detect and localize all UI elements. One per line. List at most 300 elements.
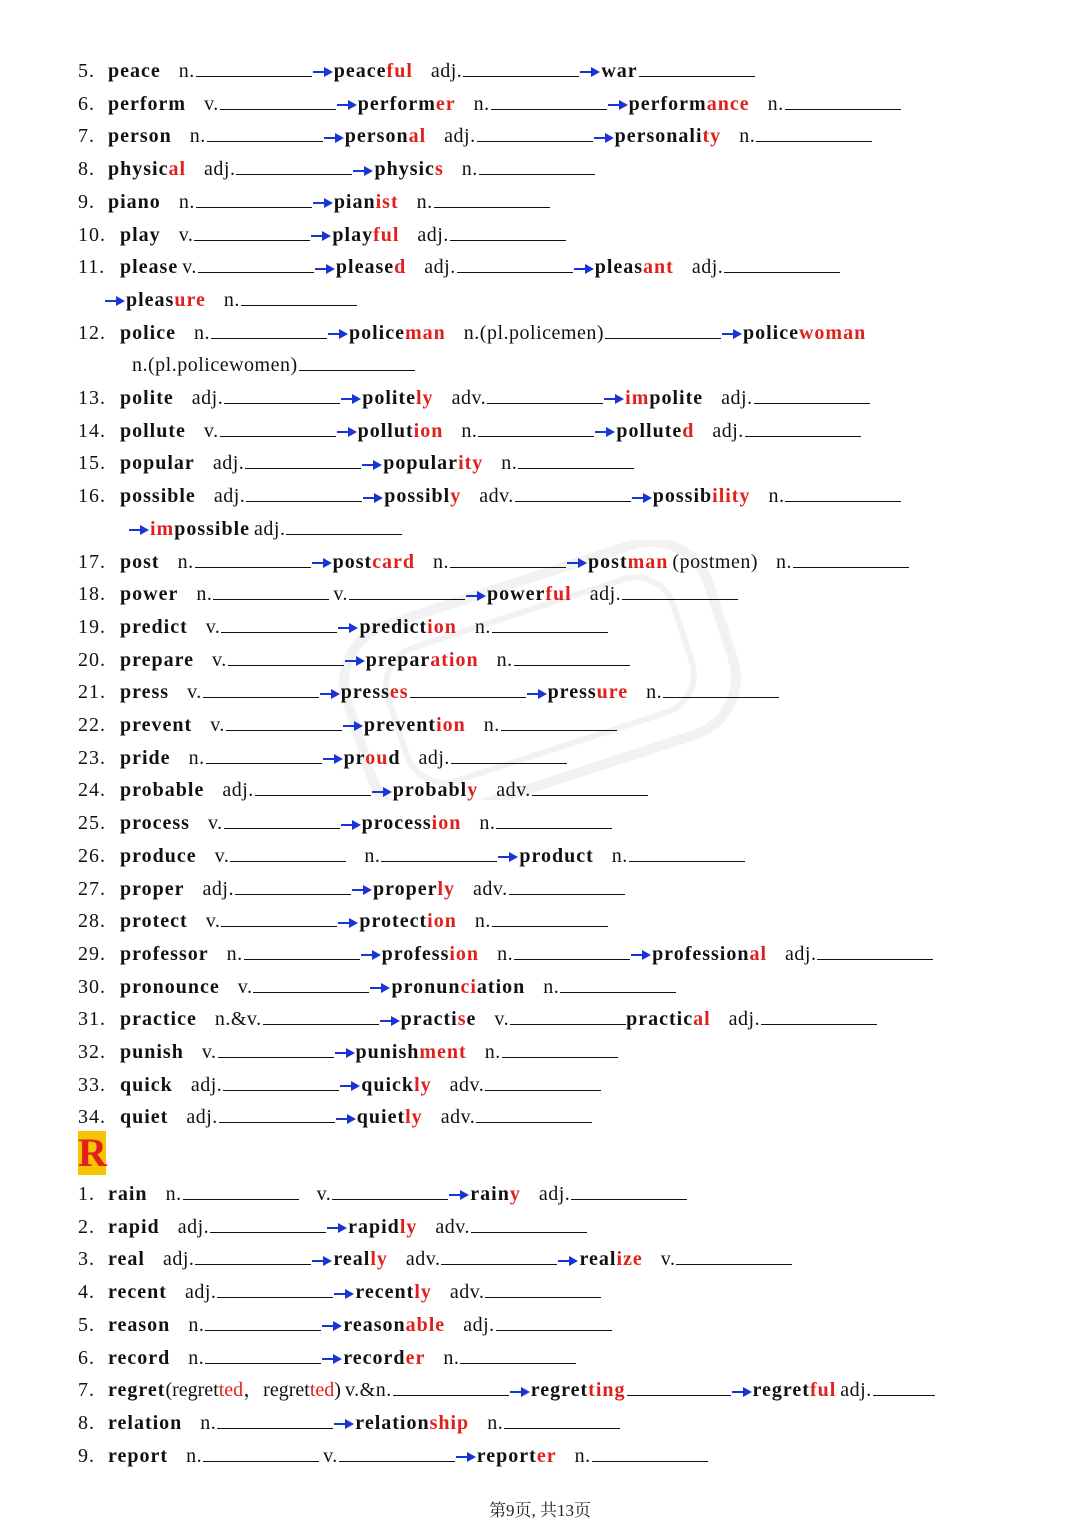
answer-blank[interactable] [381, 843, 497, 862]
word-stem: post [588, 550, 628, 573]
word-suffix: ity [458, 452, 484, 475]
word-stem: physic [374, 158, 435, 181]
answer-blank[interactable] [471, 1214, 587, 1233]
word-stem: recent [108, 1281, 167, 1304]
answer-blank[interactable] [496, 1312, 612, 1331]
answer-blank[interactable] [286, 516, 402, 535]
word-suffix: man [627, 550, 669, 573]
vocab-row [78, 89, 901, 119]
past-form-note: (regret [165, 1379, 219, 1402]
answer-blank[interactable] [510, 1006, 626, 1025]
answer-blank[interactable] [219, 1104, 335, 1123]
answer-blank[interactable] [349, 581, 465, 600]
answer-blank[interactable] [502, 1039, 618, 1058]
part-of-speech: adv. [449, 1281, 485, 1304]
answer-blank[interactable] [221, 614, 337, 633]
part-of-speech: adj. [222, 779, 254, 802]
part-of-speech: n.(pl.policemen) [463, 321, 604, 344]
answer-blank[interactable] [223, 1072, 339, 1091]
item-number: 30. [78, 975, 106, 998]
answer-blank[interactable] [393, 1377, 509, 1396]
item-number: 15. [78, 452, 106, 475]
answer-blank[interactable] [817, 941, 933, 960]
word-suffix: ful [809, 1379, 837, 1402]
word-suffix: s [434, 158, 444, 181]
arrow-right-icon [322, 1352, 342, 1366]
word-stem: report [108, 1444, 169, 1467]
answer-blank[interactable] [332, 1181, 448, 1200]
arrow-right-icon [323, 752, 343, 766]
arrow-right-icon [594, 131, 614, 145]
answer-blank[interactable] [485, 1072, 601, 1091]
vocab-row [78, 1277, 601, 1307]
answer-blank[interactable] [514, 647, 630, 666]
answer-blank[interactable] [478, 418, 594, 437]
word-suffix: ure [174, 288, 206, 311]
answer-blank[interactable] [196, 58, 312, 77]
item-number: 23. [78, 746, 106, 769]
word-stem: practic [626, 1008, 694, 1031]
arrow-right-icon [341, 818, 361, 832]
item-number: 10. [78, 223, 106, 246]
part-of-speech: n. [189, 125, 206, 148]
answer-blank[interactable] [450, 549, 566, 568]
part-of-speech: adj. [785, 942, 817, 965]
answer-blank[interactable] [211, 320, 327, 339]
item-number: 12. [78, 321, 106, 344]
word-stem: popular [383, 452, 459, 475]
word-stem: record [108, 1346, 171, 1369]
answer-blank[interactable] [514, 941, 630, 960]
word-stem: quiet [120, 1106, 169, 1129]
arrow-right-icon [340, 1079, 360, 1093]
arrow-right-icon [338, 621, 358, 635]
word-stem: play [120, 223, 161, 246]
part-of-speech: adj. [728, 1008, 761, 1031]
part-of-speech: adj. [177, 1215, 210, 1238]
answer-blank[interactable] [492, 614, 608, 633]
word-stem: ali [678, 125, 703, 148]
vocab-row [78, 220, 566, 250]
word-suffix: d [394, 256, 407, 279]
vocab-row [78, 252, 840, 282]
answer-blank[interactable] [195, 1246, 311, 1265]
answer-blank[interactable] [434, 189, 550, 208]
answer-blank[interactable] [230, 843, 346, 862]
answer-blank[interactable] [235, 876, 351, 895]
answer-blank[interactable] [754, 385, 870, 404]
word-stem: police [742, 321, 799, 344]
part-of-speech: adv. [451, 387, 487, 409]
word-stem: quick [120, 1073, 173, 1096]
part-of-speech: n. [364, 844, 381, 867]
word-stem: polite [649, 387, 704, 409]
word-suffix: man [405, 321, 446, 344]
item-number: 33. [78, 1073, 106, 1096]
part-of-speech: n. [474, 615, 491, 638]
answer-blank[interactable] [515, 483, 631, 502]
part-of-speech: n. [433, 550, 450, 573]
part-of-speech: adv. [440, 1106, 476, 1129]
answer-blank[interactable] [571, 1181, 687, 1200]
part-of-speech: n. [646, 681, 663, 704]
answer-blank[interactable] [196, 189, 312, 208]
word-suffix: al [693, 1008, 711, 1031]
vocab-row [78, 547, 909, 577]
part-of-speech: v. [660, 1248, 676, 1271]
answer-blank[interactable] [501, 712, 617, 731]
part-of-speech: adj. [444, 125, 476, 148]
word-suffix: ment [419, 1041, 467, 1063]
word-stem: press [547, 681, 597, 704]
answer-blank[interactable] [194, 222, 310, 241]
arrow-right-icon [353, 164, 373, 178]
vocab-row [78, 1441, 708, 1471]
word-stem: power [487, 583, 546, 606]
word-stem: professor [120, 942, 209, 965]
arrow-right-icon [327, 1221, 347, 1235]
arrow-right-icon [372, 785, 392, 799]
word-stem: press [340, 681, 390, 704]
answer-blank[interactable] [560, 974, 676, 993]
answer-blank[interactable] [532, 777, 648, 796]
vocab-row [78, 1343, 576, 1373]
vocab-row [78, 579, 738, 609]
answer-blank[interactable] [756, 123, 872, 142]
answer-blank[interactable] [477, 123, 593, 142]
answer-blank[interactable] [220, 418, 336, 437]
word-stem: rapid [348, 1215, 400, 1238]
answer-blank[interactable] [592, 1443, 708, 1462]
word-stem: process [361, 812, 432, 835]
word-suffix: ure [596, 681, 629, 704]
arrow-right-icon [574, 262, 594, 276]
word-suffix: ly [414, 1281, 432, 1304]
part-of-speech: adj. [721, 387, 753, 409]
vocab-row [78, 1212, 587, 1242]
word-stem: perform [108, 92, 187, 115]
answer-blank[interactable] [761, 1006, 877, 1025]
word-stem: product [519, 844, 594, 867]
answer-blank[interactable] [724, 254, 840, 273]
word-stem: proper [372, 877, 438, 900]
arrow-right-icon [558, 1254, 578, 1268]
part-of-speech: v. [207, 812, 223, 835]
word-stem: real [108, 1248, 145, 1271]
arrow-right-icon [380, 1014, 400, 1028]
part-of-speech: v.&n. [344, 1379, 392, 1402]
arrow-right-icon [352, 883, 372, 897]
word-suffix: y [509, 1183, 521, 1205]
word-stem: pleas [126, 288, 175, 311]
word-stem: quick [361, 1073, 415, 1096]
arrow-right-icon [337, 98, 357, 112]
answer-blank[interactable] [203, 679, 319, 698]
item-number: 20. [78, 648, 106, 671]
vocab-row [78, 743, 567, 773]
part-of-speech: adj. [191, 387, 224, 409]
item-number: 29. [78, 942, 106, 965]
arrow-right-icon [334, 1417, 354, 1431]
word-stem: regret [530, 1379, 589, 1402]
vocab-row [78, 1375, 935, 1405]
part-of-speech: v. [205, 910, 221, 933]
word-stem: pollut [357, 419, 414, 442]
arrow-right-icon [336, 1112, 356, 1126]
answer-blank[interactable] [263, 1006, 379, 1025]
word-stem: post [120, 550, 160, 573]
answer-blank[interactable] [476, 1104, 592, 1123]
answer-blank[interactable] [676, 1246, 792, 1265]
word-stem: rain [470, 1183, 510, 1205]
answer-blank[interactable] [629, 843, 745, 862]
part-of-speech: n. [186, 1444, 203, 1467]
item-number: 31. [78, 1008, 106, 1031]
word-stem: possib [652, 485, 713, 508]
answer-blank[interactable] [226, 712, 342, 731]
answer-blank[interactable] [217, 1410, 333, 1429]
answer-blank[interactable] [183, 1181, 299, 1200]
arrow-right-icon [322, 1319, 342, 1333]
answer-blank[interactable] [255, 777, 371, 796]
part-of-speech: n. [501, 452, 518, 475]
part-of-speech: n. [188, 746, 205, 769]
word-suffix: ci [460, 975, 477, 998]
arrow-right-icon [328, 327, 348, 341]
answer-blank[interactable] [663, 679, 779, 698]
answer-blank[interactable] [203, 1443, 319, 1462]
vocab-row [78, 808, 612, 838]
part-of-speech: v. [316, 1183, 332, 1205]
answer-blank[interactable] [410, 679, 526, 698]
word-stem: protect [120, 910, 188, 933]
vocab-row [78, 1310, 612, 1340]
word-stem: recent [355, 1281, 415, 1304]
part-of-speech: adj. [417, 223, 449, 246]
part-of-speech: n. [178, 190, 195, 213]
word-stem: practi [400, 1008, 458, 1031]
answer-blank[interactable] [241, 287, 357, 306]
part-of-speech: n. [416, 190, 433, 213]
item-number: 16. [78, 485, 106, 508]
part-of-speech: n. [196, 583, 213, 606]
vocab-row [78, 939, 933, 969]
vocab-row [78, 1408, 620, 1438]
answer-blank[interactable] [299, 352, 415, 371]
part-of-speech: (postmen) [672, 550, 759, 573]
page-footer: 第9页, 共13页 [489, 1501, 591, 1520]
answer-blank[interactable] [220, 91, 336, 110]
word-stem: person [108, 125, 172, 148]
part-of-speech: adj. [538, 1183, 571, 1205]
vocab-row [78, 383, 870, 413]
word-suffix: ly [405, 1106, 423, 1129]
word-stem: punish [120, 1041, 184, 1063]
answer-blank[interactable] [785, 91, 901, 110]
part-of-speech: adj. [184, 1281, 217, 1304]
arrow-right-icon [337, 425, 357, 439]
word-suffix: ion [431, 812, 462, 835]
word-stem: ation [476, 975, 526, 998]
answer-blank[interactable] [479, 156, 595, 175]
part-of-speech: n. [474, 910, 491, 933]
part-of-speech: n. [768, 485, 785, 508]
answer-blank[interactable] [253, 974, 369, 993]
answer-blank[interactable] [210, 1214, 326, 1233]
answer-blank[interactable] [491, 91, 607, 110]
vocab-row [78, 841, 745, 871]
answer-blank[interactable] [457, 254, 573, 273]
word-suffix: ship [429, 1411, 470, 1434]
answer-blank[interactable] [785, 483, 901, 502]
answer-blank[interactable] [487, 385, 603, 404]
answer-blank[interactable] [205, 1312, 321, 1331]
vocab-row [78, 56, 755, 86]
arrow-right-icon [345, 654, 365, 668]
word-stem: real [333, 1248, 371, 1271]
answer-blank[interactable] [460, 1345, 576, 1364]
answer-blank[interactable] [451, 745, 567, 764]
item-number: 13. [78, 387, 106, 409]
word-stem: war [601, 60, 638, 82]
item-number: 8. [78, 1411, 95, 1434]
word-suffix: ion [436, 714, 466, 736]
arrow-right-icon [722, 327, 742, 341]
vocab-row [78, 121, 872, 151]
vocab-row [78, 481, 901, 511]
vocab-row [78, 645, 630, 675]
part-of-speech: n. [223, 288, 240, 311]
part-of-speech: n. [767, 92, 784, 115]
word-stem: please [335, 256, 395, 279]
arrow-right-icon [580, 65, 600, 79]
word-stem: relation [108, 1411, 183, 1434]
answer-blank[interactable] [745, 418, 861, 437]
answer-blank[interactable] [198, 254, 314, 273]
answer-blank[interactable] [873, 1377, 935, 1396]
answer-blank[interactable] [224, 810, 340, 829]
word-suffix: ion [427, 615, 457, 638]
part-of-speech: v. [494, 1008, 510, 1031]
arrow-right-icon [632, 491, 652, 505]
part-of-speech: n. [461, 419, 478, 442]
part-of-speech: adj. [840, 1379, 872, 1402]
answer-blank[interactable] [224, 385, 340, 404]
word-stem: practice [120, 1008, 197, 1031]
item-number: 25. [78, 812, 106, 835]
word-stem: real [579, 1248, 617, 1271]
answer-blank[interactable] [441, 1246, 557, 1265]
part-of-speech: n. [496, 648, 513, 671]
item-number: 22. [78, 714, 106, 736]
arrow-right-icon [324, 131, 344, 145]
part-of-speech: n. [484, 1041, 501, 1063]
answer-blank[interactable] [217, 1279, 333, 1298]
word-stem: press [120, 681, 170, 704]
word-stem: pleas [594, 256, 644, 279]
answer-blank[interactable] [509, 876, 625, 895]
vocab-row [78, 318, 866, 348]
vocab-row [78, 187, 550, 217]
word-suffix: es [389, 681, 409, 704]
part-of-speech: adv. [473, 877, 508, 900]
word-suffix: ant [643, 256, 674, 279]
part-of-speech: adj. [691, 256, 724, 279]
answer-blank[interactable] [463, 58, 579, 77]
part-of-speech: v. [187, 681, 202, 704]
arrow-right-icon [456, 1450, 476, 1464]
answer-blank[interactable] [793, 549, 909, 568]
part-of-speech: v. [212, 648, 227, 671]
answer-blank[interactable] [492, 908, 608, 927]
answer-blank[interactable] [236, 156, 352, 175]
part-of-speech: n. [776, 550, 793, 573]
word-stem: rain [108, 1183, 148, 1205]
vocab-row [78, 1179, 687, 1209]
answer-blank[interactable] [213, 581, 329, 600]
word-suffix: ion [413, 419, 444, 442]
answer-blank[interactable] [639, 58, 755, 77]
word-stem: produce [120, 844, 197, 867]
vocab-row [78, 416, 861, 446]
answer-blank[interactable] [244, 941, 360, 960]
part-of-speech: n. [497, 942, 514, 965]
word-suffix: ly [370, 1248, 388, 1271]
item-number: 5. [78, 60, 95, 82]
word-suffix: ting [588, 1379, 626, 1402]
answer-blank[interactable] [518, 450, 634, 469]
section-letter-r: R [78, 1130, 107, 1175]
answer-blank[interactable] [205, 1345, 321, 1364]
part-of-speech: v. [237, 975, 253, 998]
answer-blank[interactable] [207, 123, 323, 142]
past-form-note: ted [218, 1379, 244, 1402]
answer-blank[interactable] [450, 222, 566, 241]
answer-blank[interactable] [218, 1039, 334, 1058]
answer-blank[interactable] [245, 450, 361, 469]
word-stem: pronun [391, 975, 461, 998]
word-stem: quiet [356, 1106, 406, 1129]
answer-blank[interactable] [339, 1443, 455, 1462]
answer-blank[interactable] [504, 1410, 620, 1429]
answer-blank[interactable] [221, 908, 337, 927]
answer-blank[interactable] [627, 1377, 731, 1396]
item-number: 4. [78, 1281, 95, 1304]
answer-blank[interactable] [496, 810, 612, 829]
answer-blank[interactable] [195, 549, 311, 568]
word-stem: perform [357, 92, 436, 115]
word-stem: person [344, 125, 409, 148]
answer-blank[interactable] [605, 320, 721, 339]
part-of-speech: adj. [430, 60, 463, 82]
word-stem: police [349, 321, 405, 344]
part-of-speech: adj. [212, 452, 245, 475]
part-of-speech: adj. [418, 746, 450, 769]
item-number: 32. [78, 1041, 106, 1063]
answer-blank[interactable] [228, 647, 344, 666]
word-stem: possible [174, 517, 251, 540]
part-of-speech: adv. [496, 779, 531, 802]
answer-blank[interactable] [246, 483, 362, 502]
past-form-note: ted [309, 1379, 335, 1402]
word-stem: popular [120, 452, 195, 475]
answer-blank[interactable] [622, 581, 738, 600]
answer-blank[interactable] [485, 1279, 601, 1298]
answer-blank[interactable] [206, 745, 322, 764]
vocab-row [78, 710, 617, 740]
item-number: 5. [78, 1313, 95, 1336]
vocab-row [78, 775, 648, 805]
